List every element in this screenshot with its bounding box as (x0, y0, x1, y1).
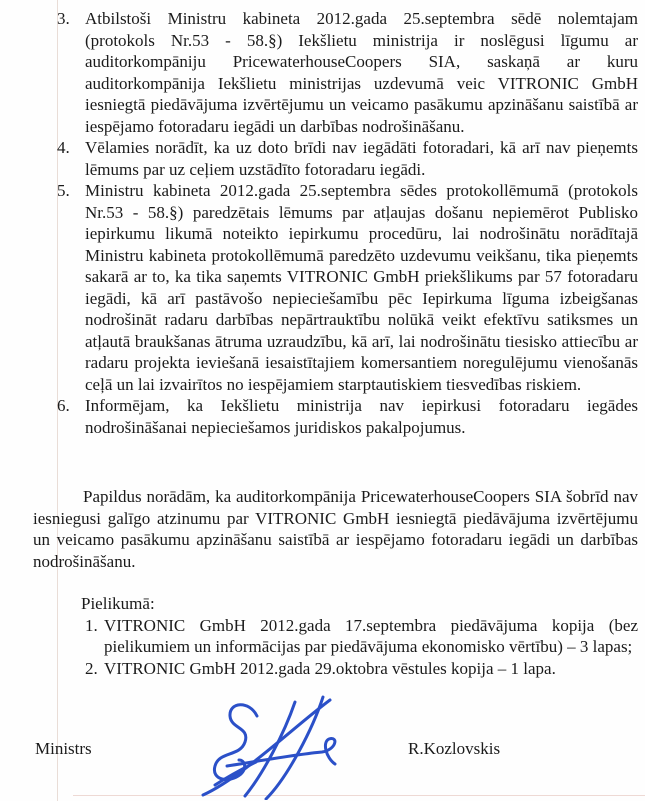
attachment-text: VITRONIC GmbH 2012.gada 17.septembra piedāvājuma kopija (bez pielikumiem un informācijas par piedāvājuma ekonomisko vērtību) – 3 lapas; (104, 615, 638, 656)
signer-name: R.Kozlovskis (408, 739, 501, 758)
attachments-section (81, 593, 638, 679)
list-item (57, 137, 638, 180)
signature-block (0, 682, 645, 801)
list-item-number: 3. (57, 9, 70, 28)
list-item (57, 8, 638, 137)
attachment-number: 2. (85, 658, 98, 678)
attachments-heading: Pielikumā: (81, 594, 155, 613)
list-item-text: Atbilstoši Ministru kabineta 2012.gada 25.septembra sēdē nolemtajam (protokols Nr.53 - 58.§) Iekšlietu ministrija ir noslēgusi līgumu ar auditorkompāniju PricewaterhouseCoopers SIA, saskaņā ar kuru auditorkompānija Iekšlietu ministrijas uzdevumā veic VITRONIC GmbH iesniegtā piedāvājuma izvērtējumu un veicamo pasākumu apzināšanu saistībā ar iespējamo fotoradaru iegādi un darbības nodrošināšanu. (85, 9, 638, 136)
list-item-number: 4. (57, 138, 70, 157)
signer-role-label: Ministrs (35, 739, 92, 758)
numbered-paragraph-list (57, 8, 638, 438)
handwritten-signature-ink (195, 690, 345, 800)
attachment-number: 1. (85, 615, 98, 635)
list-item-number: 5. (57, 181, 70, 200)
attachment-text: VITRONIC GmbH 2012.gada 29.oktobra vēstules kopija – 1 lapa. (104, 658, 556, 678)
attachment-item (85, 658, 638, 680)
closing-paragraph: Papildus norādām, ka auditorkompānija PricewaterhouseCoopers SIA šobrīd nav iesniegusi galīgo atzinumu par VITRONIC GmbH iesniegtā piedāvājuma izvērtējumu un veicamo pasākumu apzināšanu saistībā ar iespējamo fotoradaru iegādi un darbības nodrošināšanu. (33, 487, 638, 571)
list-item (57, 180, 638, 395)
list-item-text: Vēlamies norādīt, ka uz doto brīdi nav iegādāti fotoradari, kā arī nav pieņemts lēmums par uz ceļiem uzstādīto fotoradaru iegādi. (85, 138, 638, 179)
list-item-number: 6. (57, 396, 70, 415)
list-item-text: Ministru kabineta 2012.gada 25.septembra sēdes protokollēmumā (protokols Nr.53 - 58.§) paredzētais lēmums par atļaujas došanu nepiemērot Publisko iepirkumu likumā noteikto iepirkumu procedūru, lai nodrošinātu norādītajā Ministru kabineta protokollēmumā paredzēto uzdevumu veikšanu, tika pieņemts sakarā ar to, ka tika saņemts VITRONIC GmbH priekšlikums par 57 fotoradaru iegādi, kā arī pastāvošo nepieciešamību pēc Iepirkuma līguma izbeigšanas nodrošināt radaru darbības nepārtrauktību nolūkā veikt efektīvu satiksmes un atļautā braukšanas ātruma uzraudzību, kā arī, lai nodrošinātu tiesisko attiecību ar radaru projekta ieviešanā iesaistītajiem komersantiem noregulējumu vienošanās ceļā un lai izvairītos no iespējamiem starptautiskiem tiesvedības riskiem. (85, 181, 638, 394)
attachment-item (85, 615, 638, 658)
list-item-text: Informējam, ka Iekšlietu ministrija nav iepirkusi fotoradaru iegādes nodrošināšanai nepieciešamos juridiskos pakalpojumus. (85, 396, 638, 437)
list-item (57, 395, 638, 438)
